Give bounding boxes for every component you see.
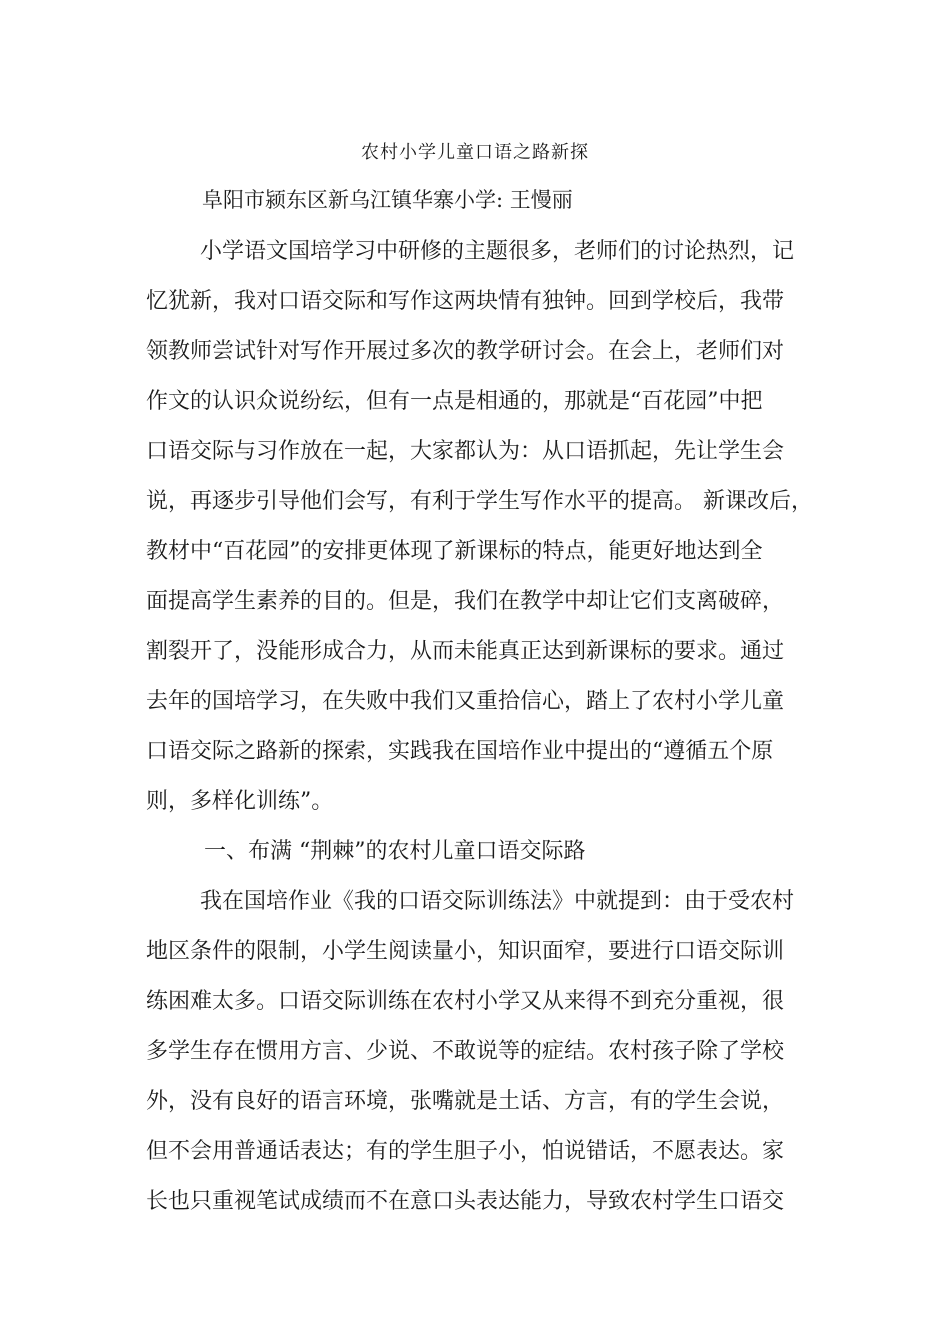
section-heading: 一、布满 “荆棘”的农村儿童口语交际路	[204, 839, 586, 864]
document-title: 农村小学儿童口语之路新探	[361, 142, 589, 163]
text-line: 领教师尝试针对写作开展过多次的教学研讨会。在会上，老师们对	[146, 339, 785, 364]
text-line: 面提高学生素养的目的。但是，我们在教学中却让它们支离破碎，	[146, 589, 785, 614]
text-line: 口语交际与习作放在一起，大家都认为：从口语抓起，先让学生会	[146, 439, 785, 464]
text-line: 多学生存在惯用方言、少说、不敢说等的症结。农村孩子除了学校	[146, 1039, 785, 1064]
author-line: 阜阳市颍东区新乌江镇华寨小学: 王慢丽	[202, 188, 573, 212]
text-line: 说，再逐步引导他们会写，有利于学生写作水平的提高。 新课改后，	[146, 489, 813, 514]
text-line: 作文的认识众说纷纭，但有一点是相通的，那就是“百花园”中把	[146, 389, 763, 414]
text-line: 则，多样化训练”。	[146, 789, 334, 814]
text-line: 长也只重视笔试成绩而不在意口头表达能力，导致农村学生口语交	[146, 1189, 785, 1214]
text-line: 去年的国培学习，在失败中我们又重拾信心，踏上了农村小学儿童	[146, 689, 785, 714]
text-line: 忆犹新，我对口语交际和写作这两块情有独钟。回到学校后，我带	[146, 289, 785, 314]
text-line: 外，没有良好的语言环境，张嘴就是土话、方言，有的学生会说，	[146, 1089, 785, 1114]
text-line: 口语交际之路新的探索，实践我在国培作业中提出的“遵循五个原	[146, 739, 774, 764]
text-line: 教材中“百花园”的安排更体现了新课标的特点，能更好地达到全	[146, 539, 763, 564]
text-line: 我在国培作业《我的口语交际训练法》中就提到：由于受农村	[200, 889, 795, 914]
text-line: 地区条件的限制，小学生阅读量小，知识面窄，要进行口语交际训	[146, 939, 785, 964]
text-line: 练困难太多。口语交际训练在农村小学又从来得不到充分重视，很	[146, 989, 785, 1014]
text-line: 但不会用普通话表达；有的学生胆子小，怕说错话，不愿表达。家	[146, 1139, 785, 1164]
text-line: 小学语文国培学习中研修的主题很多，老师们的讨论热烈，记	[200, 239, 795, 264]
text-line: 割裂开了，没能形成合力，从而未能真正达到新课标的要求。通过	[146, 639, 785, 664]
